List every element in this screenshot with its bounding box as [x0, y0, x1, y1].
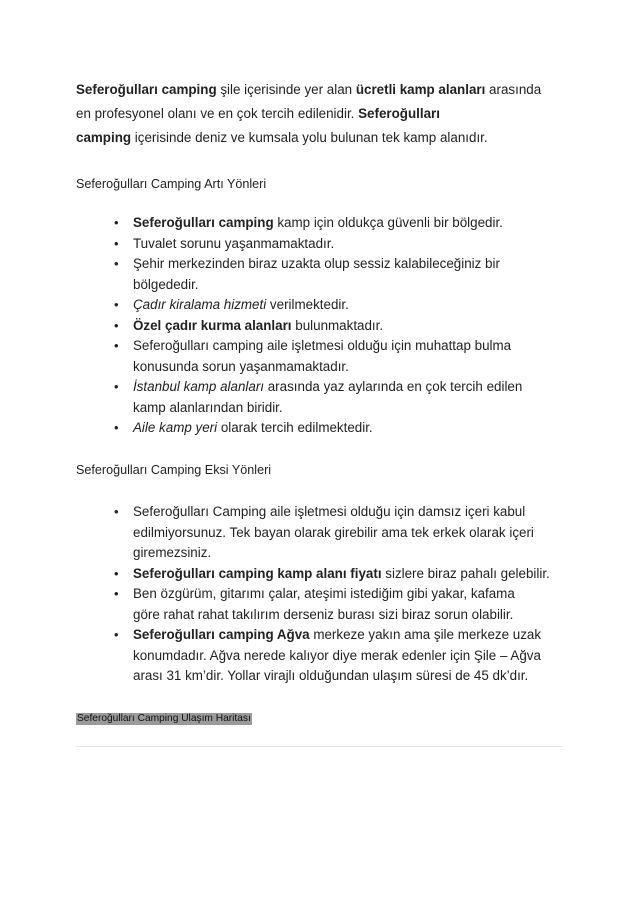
text: içerisinde deniz ve kumsala yolu bulunan tek kamp alanıdır. [131, 130, 488, 145]
bold-text: Seferoğulları camping [133, 215, 274, 230]
text: göre rahat rahat takılırım derseniz burası sizi biraz sorun olabilir. [133, 606, 514, 622]
text: bölgededir. [133, 276, 199, 292]
list-item [0, 254, 522, 295]
bullet-icon: • [114, 420, 119, 435]
text: kamp için oldukça güvenli bir bölgedir. [273, 215, 503, 230]
text: olarak tercih edilmektedir. [217, 420, 373, 435]
list-item [0, 584, 550, 625]
text: Tuvalet sorunu yaşanmamaktadır. [133, 235, 335, 251]
cons-heading: Seferoğulları Camping Eksi Yönleri [76, 463, 272, 477]
text: arasında yaz aylarında en çok tercih edilen [264, 379, 523, 394]
list-item [0, 336, 522, 377]
text: Şehir merkezinden biraz uzakta olup sessiz kalabileceğiniz bir [133, 256, 500, 271]
italic-link-text: Çadır kiralama hizmeti [133, 297, 267, 312]
bullet-icon: • [114, 586, 119, 601]
list-item [0, 502, 550, 564]
bullet-icon: • [114, 317, 119, 333]
bullet-icon: • [114, 379, 119, 394]
bullet-icon: • [114, 215, 119, 230]
list-item [0, 316, 522, 337]
bold-text: Seferoğulları camping Ağva [133, 627, 310, 642]
text: şile içerisinde yer alan [216, 82, 356, 97]
intro-line [76, 126, 576, 150]
pros-list [0, 213, 522, 439]
text: edilmiyorsunuz. Tek bayan olarak girebilir ama tek erkek olarak içeri [133, 524, 534, 540]
italic-link-text: İstanbul kamp alanları [133, 379, 265, 394]
intro-paragraph [76, 78, 576, 150]
bold-text: Özel çadır kurma alanları [133, 317, 292, 333]
intro-line [76, 78, 576, 102]
text: konumdadır. Ağva nerede kalıyor diye merak edenler için Şile – Ağva [133, 647, 541, 663]
map-caption: Seferoğulları Camping Ulaşım Haritası [77, 713, 251, 724]
text: bulunmaktadır. [291, 317, 384, 333]
bullet-icon: • [114, 338, 119, 353]
bullet-icon: • [114, 504, 119, 519]
list-item [0, 377, 522, 418]
list-item [0, 295, 522, 316]
text: Ben özgürüm, gitarımı çalar, ateşimi istediğim gibi yakar, kafama [133, 586, 515, 601]
bullet-icon: • [114, 235, 119, 251]
text: verilmektedir. [266, 297, 349, 312]
text: merkeze yakın ama şile merkeze uzak [309, 627, 542, 642]
pros-heading: Seferoğulları Camping Artı Yönleri [76, 177, 267, 191]
bullet-icon: • [114, 627, 119, 642]
intro-line [76, 102, 576, 126]
bullet-icon: • [114, 565, 119, 581]
bold-text: ücretli kamp alanları [355, 82, 486, 97]
text: kamp alanlarından biridir. [133, 399, 283, 415]
text: Seferoğulları camping aile işletmesi olduğu için muhattap bulma [133, 338, 512, 353]
bold-text: Seferoğulları camping kamp alanı fiyatı [133, 565, 382, 581]
text: Seferoğulları Camping aile işletmesi olduğu için damsız içeri kabul [133, 504, 526, 519]
text: en profesyonel olanı ve en çok tercih edilenidir. [76, 106, 359, 121]
text: arasında [485, 82, 542, 97]
bold-text: camping [76, 130, 132, 145]
italic-link-text: Aile kamp yeri [133, 420, 218, 435]
list-item [0, 418, 522, 439]
cons-list [0, 502, 550, 687]
text: arası 31 km’dir. Yollar virajlı olduğundan ulaşım süresi de 45 dk’dır. [133, 668, 529, 683]
bullet-icon: • [114, 297, 119, 312]
bold-text: Seferoğulları [358, 106, 440, 121]
text: giremezsiniz. [133, 545, 212, 560]
bold-text: Seferoğulları camping [76, 82, 217, 97]
bullet-icon: • [114, 256, 119, 271]
list-item [0, 625, 550, 687]
list-item [0, 213, 522, 234]
list-item [0, 234, 522, 255]
text: sizlere biraz pahalı gelebilir. [381, 565, 550, 581]
text: konusunda sorun yaşanmamaktadır. [133, 358, 349, 374]
list-item [0, 564, 550, 585]
divider [76, 746, 563, 747]
